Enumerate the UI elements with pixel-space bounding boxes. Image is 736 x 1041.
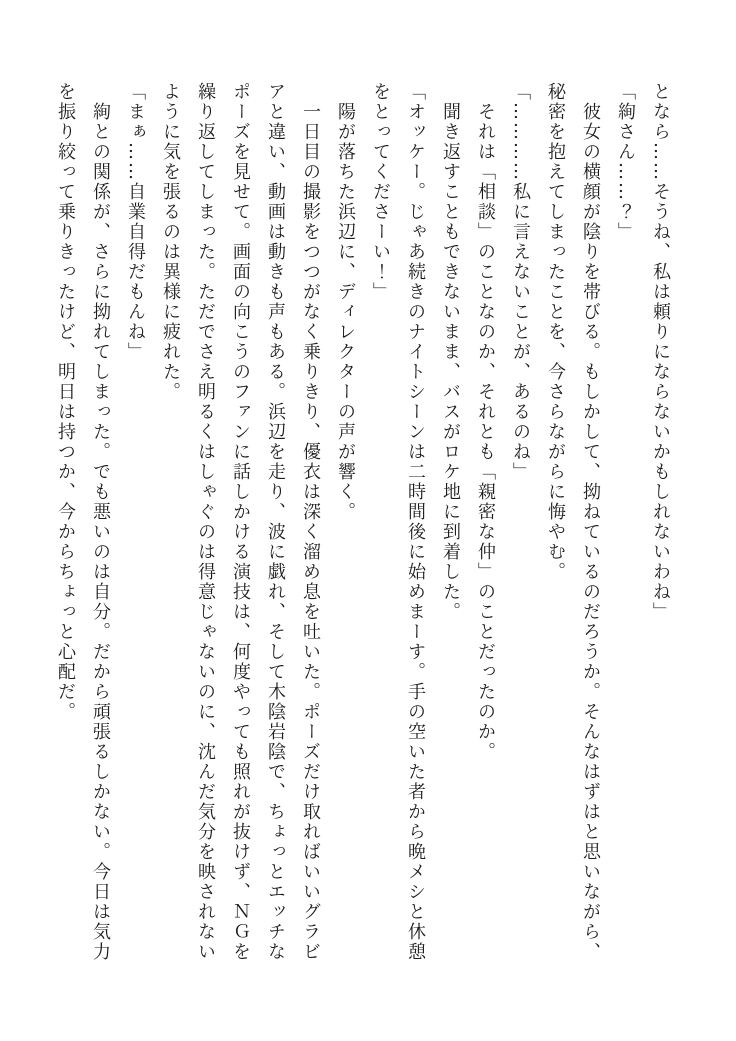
paragraph: 「オッケー。じゃあ続きのナイトシーンは二時間後に始めまーす。手の空いた者から晩メシと休憩をとってくださーい！」 [370, 82, 426, 962]
paragraph: 彼女の横顔が陰りを帯びる。もしかして、拗ねているのだろうか。そんなはずはと思いながら、秘密を抱えてしまったことを、今さらながらに悔やむ。 [545, 82, 601, 962]
paragraph: 陽が落ちた浜辺に、ディレクターの声が響く。 [335, 102, 356, 522]
paragraph: 聞き返すこともできないまま、バスがロケ地に到着した。 [440, 102, 461, 622]
paragraph: 絢との関係が、さらに拗れてしまった。でも悪いのは自分。だから頑張るしかない。今日は気力を振り絞って乗りきったけど、明日は持つか、今からちょっと心配だ。 [55, 82, 111, 962]
paragraph: 「絢さん……？」 [615, 82, 636, 242]
novel-text-block [48, 82, 678, 964]
paragraph: それは「相談」のことなのか、それとも「親密な仲」のことだったのか。 [475, 102, 496, 762]
paragraph: 「まぁ……自業自得だもんね」 [125, 82, 146, 362]
paragraph: 「…………私に言えないことが、あるのね」 [510, 82, 531, 482]
paragraph: となら……そうね、私は頼りにならないかもしれないわね」 [650, 82, 671, 622]
paragraph: 一日目の撮影をつつがなく乗りきり、優衣は深く溜め息を吐いた。ポーズだけ取ればいいグラビアと違い、動画は動きも声もある。浜辺を走り、波に戯れ、そして木陰岩陰で、ちょっとエッチなポーズを見せて。画面の向こうのファンに話しかける演技は、何度やっても照れが抜けず、ＮＧを繰り返してしまった。ただでさえ明るくはしゃぐのは得意じゃないのに、沈んだ気分を映されないように気を張るのは異様に疲れた。 [160, 82, 321, 962]
